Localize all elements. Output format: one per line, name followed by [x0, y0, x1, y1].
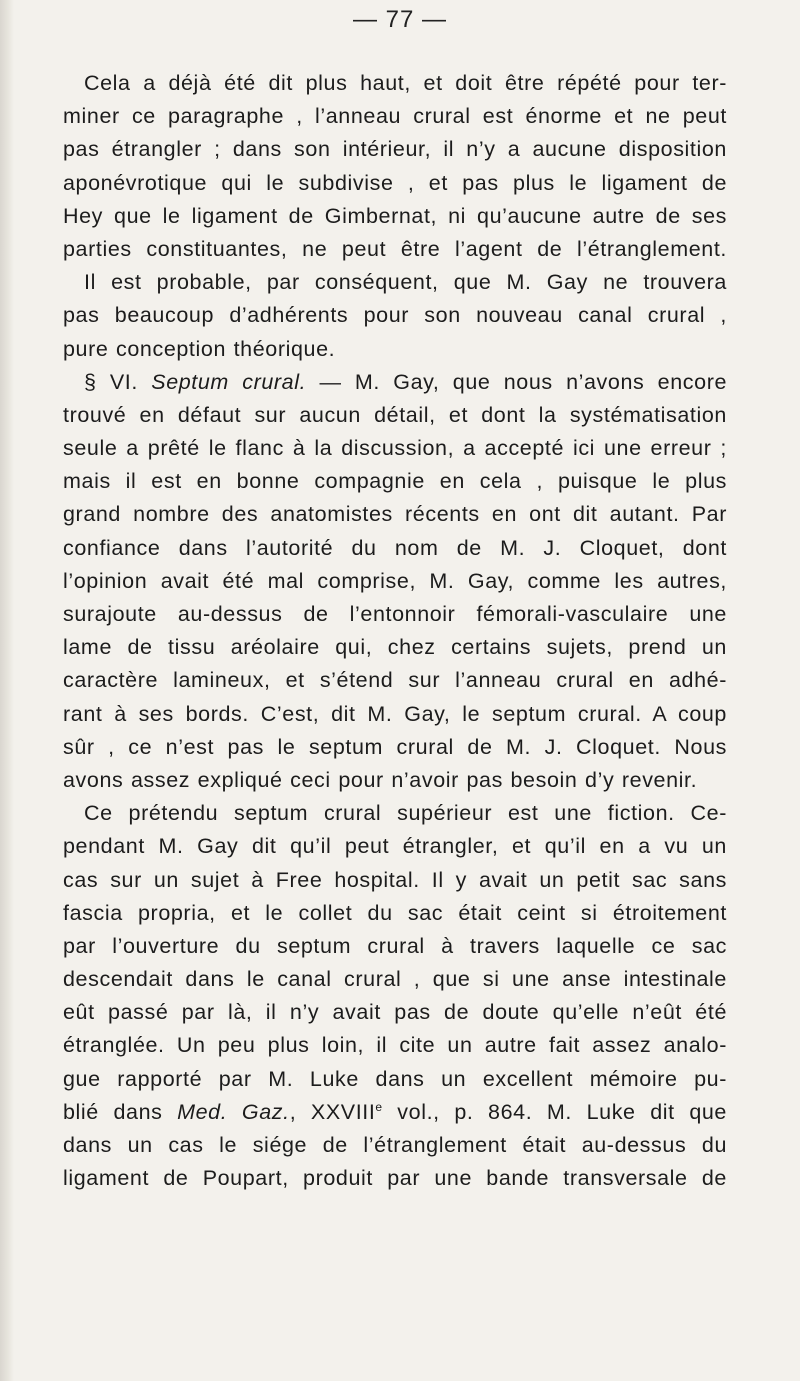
- text-line: [63, 1096, 727, 1129]
- line-text: pas beaucoup d’adhérents pour son nouveau canal crural ,: [63, 303, 727, 328]
- line-text: seule a prêté le flanc à la discussion, a accepté ici une erreur ;: [63, 436, 727, 461]
- body-text: [63, 67, 727, 1195]
- text-line: [63, 664, 727, 697]
- text-line: [63, 233, 727, 266]
- text-line: [63, 963, 727, 996]
- line-text: surajoute au-dessus de l’entonnoir fémorali-vasculaire une: [63, 602, 727, 626]
- text-line: [63, 797, 727, 830]
- line-text: trouvé en défaut sur aucun détail, et dont la systématisation: [63, 402, 727, 427]
- line-text: gue rapporté par M. Luke dans un excellent mémoire pu-: [63, 1066, 727, 1091]
- text-line: [63, 465, 727, 498]
- text-line: [63, 830, 727, 863]
- text-line: [63, 1129, 727, 1162]
- line-text: étranglée. Un peu plus loin, il cite un autre fait assez analo-: [63, 1033, 727, 1058]
- text-line: [63, 698, 727, 731]
- text-line: [63, 100, 727, 133]
- line-text: grand nombre des anatomistes récents en ont dit autant. Par: [63, 502, 727, 527]
- text-line: [63, 498, 727, 531]
- line-text: avons assez expliqué ceci pour n’avoir pas besoin d’y revenir.: [63, 767, 698, 792]
- text-line: [63, 598, 727, 631]
- text-line: [63, 200, 727, 233]
- italic-text: Med. Gaz.: [177, 1099, 290, 1124]
- text-line: [63, 1162, 727, 1195]
- text-line: [63, 266, 727, 299]
- line-text: Hey que le ligament de Gimbernat, ni qu’aucune autre de ses: [63, 203, 727, 228]
- line-text: Cela a déjà été dit plus haut, et doit être répété pour ter-: [84, 71, 727, 95]
- line-text: mais il est en bonne compagnie en cela , puisque le plus: [63, 469, 727, 494]
- superscript: e: [375, 1099, 383, 1114]
- line-text: aponévrotique qui le subdivise , et pas plus le ligament de: [63, 170, 727, 195]
- text-line: [63, 532, 727, 565]
- line-text: ligament de Poupart, produit par une bande transversale de: [63, 1166, 727, 1191]
- line-text: l’opinion avait été mal comprise, M. Gay, comme les autres,: [63, 568, 727, 593]
- line-text: dans un cas le siége de l’étranglement était au-dessus du: [63, 1133, 727, 1157]
- text-line: [63, 731, 727, 764]
- text-line: [63, 1029, 727, 1062]
- text-line: [63, 996, 727, 1029]
- line-text: miner ce paragraphe , l’anneau crural est énorme et ne peut: [63, 104, 727, 129]
- text-line: [63, 897, 727, 930]
- text-line: [63, 333, 727, 366]
- text-line: [63, 565, 727, 598]
- line-text: § VI.: [84, 369, 152, 394]
- line-text: eût passé par là, il n’y avait pas de doute qu’elle n’eût été: [63, 1000, 727, 1025]
- line-text: rant à ses bords. C’est, dit M. Gay, le septum crural. A coup: [63, 701, 727, 726]
- line-text: confiance dans l’autorité du nom de M. J. Cloquet, dont: [63, 535, 727, 560]
- line-text: pas étrangler ; dans son intérieur, il n’y a aucune disposition: [63, 137, 727, 162]
- line-text: pure conception théorique.: [63, 336, 336, 361]
- text-line: [63, 764, 727, 797]
- text-line: [63, 167, 727, 200]
- text-line: [63, 366, 727, 399]
- text-line: [63, 432, 727, 465]
- line-text: Il est probable, par conséquent, que M. Gay ne trouvera: [84, 270, 727, 295]
- page-number: — 77 —: [352, 6, 448, 33]
- text-line: [63, 864, 727, 897]
- line-text: descendait dans le canal crural , que si une anse intestinale: [63, 967, 727, 992]
- line-text: — M. Gay, que nous n’avons encore: [306, 369, 728, 394]
- line-text: par l’ouverture du septum crural à travers laquelle ce sac: [63, 933, 727, 958]
- line-text: pendant M. Gay dit qu’il peut étrangler, et qu’il en a vu un: [63, 834, 727, 859]
- line-text: caractère lamineux, et s’étend sur l’anneau crural en adhé-: [63, 668, 727, 693]
- line-text: parties constituantes, ne peut être l’agent de l’étranglement.: [63, 236, 727, 261]
- line-text: vol., p. 864. M. Luke dit que: [382, 1099, 727, 1124]
- line-text: Ce prétendu septum crural supérieur est une fiction. Ce-: [84, 801, 727, 826]
- line-text: sûr , ce n’est pas le septum crural de M. J. Cloquet. Nous: [63, 734, 727, 759]
- italic-text: Septum crural.: [151, 369, 307, 394]
- text-line: [63, 67, 727, 100]
- line-text: , XXVIII: [289, 1099, 376, 1124]
- line-text: cas sur un sujet à Free hospital. Il y avait un petit sac sans: [63, 867, 727, 892]
- line-text: blié dans: [63, 1099, 178, 1124]
- text-line: [63, 399, 727, 432]
- line-text: lame de tissu aréolaire qui, chez certains sujets, prend un: [63, 635, 727, 660]
- text-line: [63, 133, 727, 166]
- text-line: [63, 930, 727, 963]
- text-line: [63, 1063, 727, 1096]
- text-line: [63, 299, 727, 332]
- text-line: [63, 631, 727, 664]
- line-text: fascia propria, et le collet du sac était ceint si étroitement: [63, 900, 727, 925]
- page-gutter-shadow: [0, 0, 14, 1381]
